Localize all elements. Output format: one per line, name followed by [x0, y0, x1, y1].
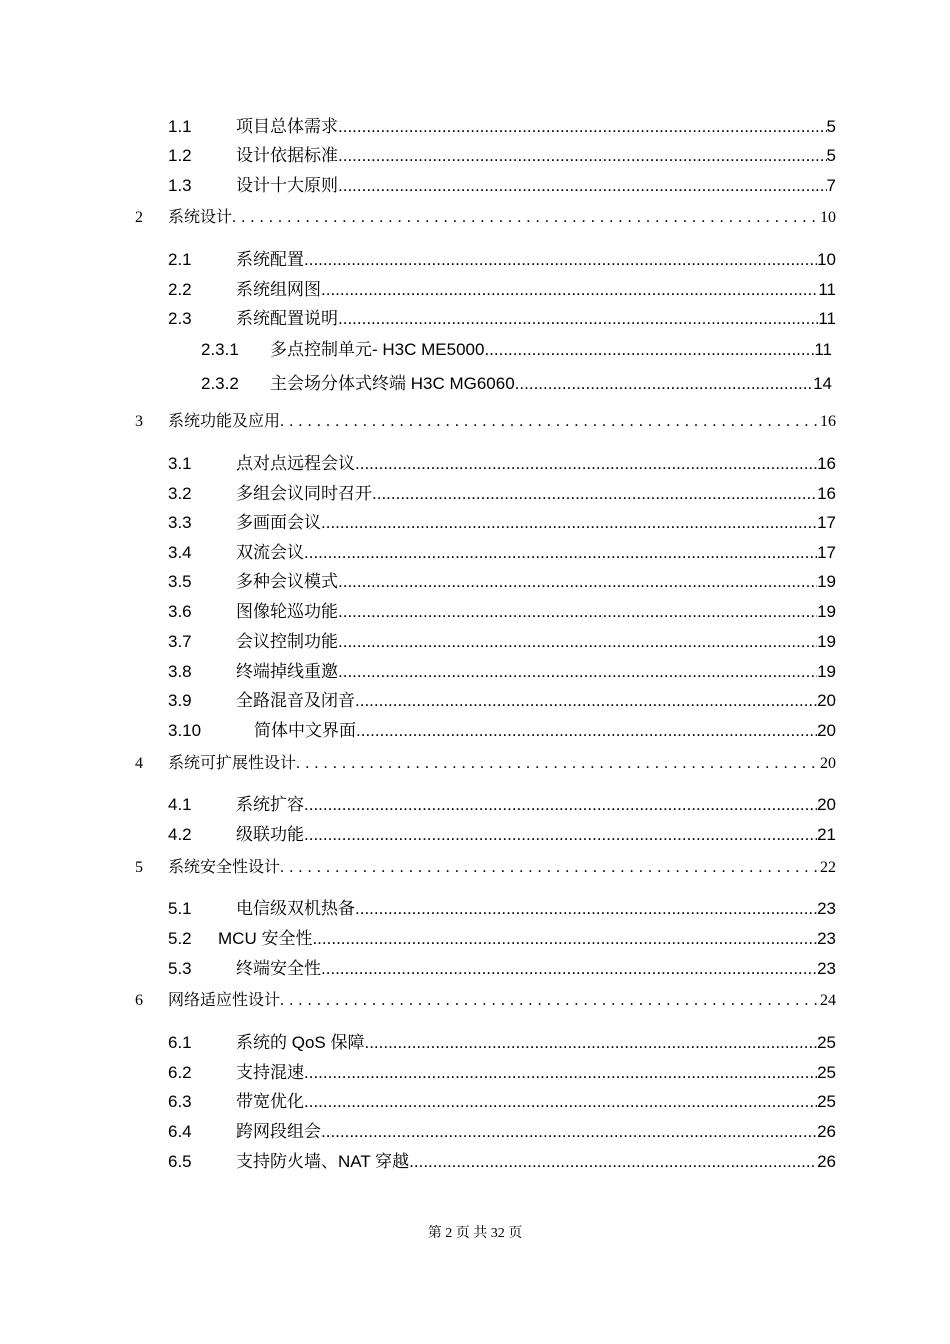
toc-title: 双流会议 [236, 543, 304, 562]
toc-leader [338, 146, 827, 166]
toc-number: 4 [135, 755, 143, 772]
toc-number: 6.3 [168, 1092, 192, 1111]
toc-entry-3-8[interactable] [168, 657, 836, 682]
toc-title: 终端掉线重邀 [236, 662, 338, 681]
toc-leader [338, 632, 817, 652]
toc-leader [304, 825, 817, 845]
toc-leader [515, 374, 813, 394]
toc-page-number: 14 [813, 374, 832, 393]
toc-number: 3.4 [168, 543, 192, 562]
toc-title: 设计依据标准 [236, 146, 338, 165]
toc-entry-1-3[interactable] [168, 171, 836, 196]
toc-entry-3-3[interactable] [168, 508, 836, 533]
toc-title: MCU 安全性 [218, 929, 313, 948]
toc-page-number: 25 [817, 1033, 836, 1052]
toc-title: 电信级双机热备 [236, 899, 355, 918]
toc-entry-3-6[interactable] [168, 597, 836, 622]
page-footer: 第 2 页 共 32 页 [427, 1226, 523, 1241]
toc-number: 5 [135, 859, 143, 876]
toc-leader [356, 721, 817, 741]
toc-page-number: 10 [820, 209, 836, 226]
toc-title: 主会场分体式终端 H3C MG6060 [270, 374, 515, 393]
toc-entry-3-5[interactable] [168, 567, 836, 592]
toc-entry-3-1[interactable] [168, 449, 836, 474]
toc-number: 3.6 [168, 602, 192, 621]
toc-title: 图像轮巡功能 [236, 602, 338, 621]
toc-title: 简体中文界面 [254, 721, 356, 740]
toc-leader [338, 309, 818, 329]
toc-leader [321, 959, 817, 979]
toc-number: 4.2 [168, 825, 192, 844]
toc-number: 5.2 [168, 929, 192, 948]
toc-number: 3.7 [168, 632, 192, 651]
toc-leader [232, 209, 820, 227]
toc-page-number: 19 [817, 632, 836, 651]
toc-page-number: 22 [820, 859, 836, 876]
toc-page-number: 16 [817, 454, 836, 473]
toc-leader [409, 1152, 817, 1172]
toc-leader [355, 691, 817, 711]
toc-title: 系统可扩展性设计 [168, 755, 297, 772]
toc-number: 3.1 [168, 454, 192, 473]
toc-leader [304, 1063, 817, 1083]
toc-number: 3.5 [168, 572, 192, 591]
toc-title: 多组会议同时召开 [236, 484, 372, 503]
toc-title: 级联功能 [236, 825, 304, 844]
toc-page-number: 26 [817, 1152, 836, 1171]
toc-page-number: 25 [817, 1063, 836, 1082]
toc-title: 支持混速 [236, 1063, 304, 1082]
toc-page-number: 20 [817, 721, 836, 740]
toc-leader [338, 602, 817, 622]
toc-page-number: 23 [817, 899, 836, 918]
toc-chapter-3[interactable] [135, 408, 836, 431]
toc-number: 1.3 [168, 176, 192, 195]
toc-title: 系统扩容 [236, 795, 304, 814]
toc-page-number: 19 [817, 602, 836, 621]
toc-number: 6 [135, 992, 143, 1009]
toc-page-number: 5 [826, 117, 836, 136]
toc-number: 3.10 [168, 721, 202, 740]
toc-page-number: 19 [817, 572, 836, 591]
toc-leader [364, 1033, 817, 1053]
toc-entry-3-2[interactable] [168, 479, 836, 504]
toc-title: 多画面会议 [236, 513, 321, 532]
toc-page-number: 25 [817, 1092, 836, 1111]
toc-title: 支持防火墙、NAT 穿越 [236, 1152, 410, 1171]
toc-leader [321, 1122, 817, 1142]
toc-title: 全路混音及闭音 [236, 691, 355, 710]
toc-number: 3.3 [168, 513, 192, 532]
toc-title: 设计十大原则 [236, 176, 338, 195]
toc-entry-4-1[interactable] [168, 790, 836, 815]
toc-entry-2-3[interactable] [168, 304, 836, 329]
toc-title: 跨网段组会 [236, 1122, 321, 1141]
toc-number: 6.2 [168, 1063, 192, 1082]
toc-title: 多种会议模式 [236, 572, 338, 591]
toc-entry-6-4[interactable] [168, 1117, 836, 1142]
toc-leader [484, 340, 814, 360]
toc-page-number: 20 [820, 755, 836, 772]
toc-leader [304, 250, 817, 270]
toc-entry-6-3[interactable] [168, 1087, 836, 1112]
toc-page-number: 20 [817, 795, 836, 814]
toc-number: 3 [135, 413, 143, 430]
toc-title: 项目总体需求 [236, 117, 338, 136]
toc-leader [338, 572, 817, 592]
toc-chapter-2[interactable] [135, 204, 836, 227]
toc-page-number: 17 [817, 513, 836, 532]
toc-number: 6.4 [168, 1122, 192, 1141]
toc-leader [304, 543, 817, 563]
toc-number: 2.3 [168, 309, 192, 328]
toc-leader [280, 859, 820, 877]
toc-leader [296, 755, 820, 773]
toc-leader [355, 454, 817, 474]
toc-number: 1.2 [168, 146, 192, 165]
toc-entry-4-2[interactable] [168, 820, 836, 845]
toc-page-number: 16 [817, 484, 836, 503]
toc-number: 1.1 [168, 117, 192, 136]
toc-page-number: 5 [826, 146, 836, 165]
toc-entry-6-2[interactable] [168, 1058, 836, 1083]
toc-entry-3-4[interactable] [168, 538, 836, 563]
toc-chapter-6[interactable] [135, 987, 836, 1010]
toc-page-number: 23 [817, 929, 836, 948]
toc-chapter-5[interactable] [135, 854, 836, 877]
toc-number: 4.1 [168, 795, 192, 814]
toc-title: 多点控制单元- H3C ME5000 [270, 340, 485, 359]
toc-entry-6-5[interactable] [168, 1147, 836, 1172]
toc-page-number: 10 [817, 250, 836, 269]
toc-leader [321, 280, 818, 300]
toc-number: 2.2 [168, 280, 192, 299]
toc-title: 系统配置说明 [236, 309, 338, 328]
toc-leader [312, 929, 817, 949]
toc-number: 6.1 [168, 1033, 192, 1052]
toc-page-number: 17 [817, 543, 836, 562]
toc-leader [355, 899, 817, 919]
toc-title: 终端安全性 [236, 959, 321, 978]
toc-number: 2.3.2 [201, 374, 239, 393]
toc-title: 网络适应性设计 [168, 992, 281, 1009]
toc-page-number: 11 [818, 309, 836, 328]
toc-entry-5-3[interactable] [168, 954, 836, 979]
toc-number: 5.1 [168, 899, 192, 918]
toc-page-number: 24 [820, 992, 836, 1009]
toc-entry-2-1[interactable] [168, 245, 836, 270]
toc-number: 6.5 [168, 1152, 192, 1171]
toc-entry-2-2[interactable] [168, 275, 836, 300]
toc-leader [280, 992, 820, 1010]
toc-page-number: 19 [817, 662, 836, 681]
toc-leader [372, 484, 817, 504]
toc-title: 点对点远程会议 [236, 454, 355, 473]
toc-number: 3.2 [168, 484, 192, 503]
toc-entry-5-2[interactable] [168, 924, 836, 949]
toc-entry-3-9[interactable] [168, 686, 836, 711]
toc-number: 2 [135, 209, 143, 226]
toc-title: 带宽优化 [236, 1092, 304, 1111]
toc-entry-5-1[interactable] [168, 894, 836, 919]
toc-page-number: 21 [817, 825, 836, 844]
toc-leader [280, 413, 820, 431]
toc-title: 系统的 QoS 保障 [236, 1033, 365, 1052]
toc-entry-2-3-1[interactable] [201, 335, 832, 360]
toc-leader [338, 117, 827, 137]
toc-page-number: 11 [818, 280, 836, 299]
toc-title: 系统功能及应用 [168, 413, 281, 430]
toc-entry-6-1[interactable] [168, 1028, 836, 1053]
toc-page-number: 16 [820, 413, 836, 430]
toc-page-number: 11 [814, 340, 832, 359]
toc-entry-1-2[interactable] [168, 141, 836, 166]
toc-title: 系统设计 [168, 209, 233, 226]
toc-title: 系统安全性设计 [168, 859, 281, 876]
toc-page-number: 20 [817, 691, 836, 710]
toc-entry-2-3-2[interactable] [201, 369, 832, 394]
toc-number: 2.3.1 [201, 340, 239, 359]
toc-leader [304, 1092, 817, 1112]
toc-page-number: 23 [817, 959, 836, 978]
toc-chapter-4[interactable] [135, 750, 836, 773]
toc-leader [321, 513, 817, 533]
toc-title: 系统配置 [236, 250, 304, 269]
toc-number: 3.9 [168, 691, 192, 710]
toc-leader [338, 662, 817, 682]
toc-page-number: 26 [817, 1122, 836, 1141]
toc-entry-1-1[interactable] [168, 112, 836, 137]
toc-title: 会议控制功能 [236, 632, 338, 651]
toc-number: 3.8 [168, 662, 192, 681]
toc-title: 系统组网图 [236, 280, 321, 299]
toc-entry-3-7[interactable] [168, 627, 836, 652]
toc-number: 5.3 [168, 959, 192, 978]
toc-number: 2.1 [168, 250, 192, 269]
toc-entry-3-10[interactable] [168, 716, 836, 741]
toc-page-number: 7 [826, 176, 836, 195]
toc-leader [304, 795, 817, 815]
toc-leader [338, 176, 827, 196]
